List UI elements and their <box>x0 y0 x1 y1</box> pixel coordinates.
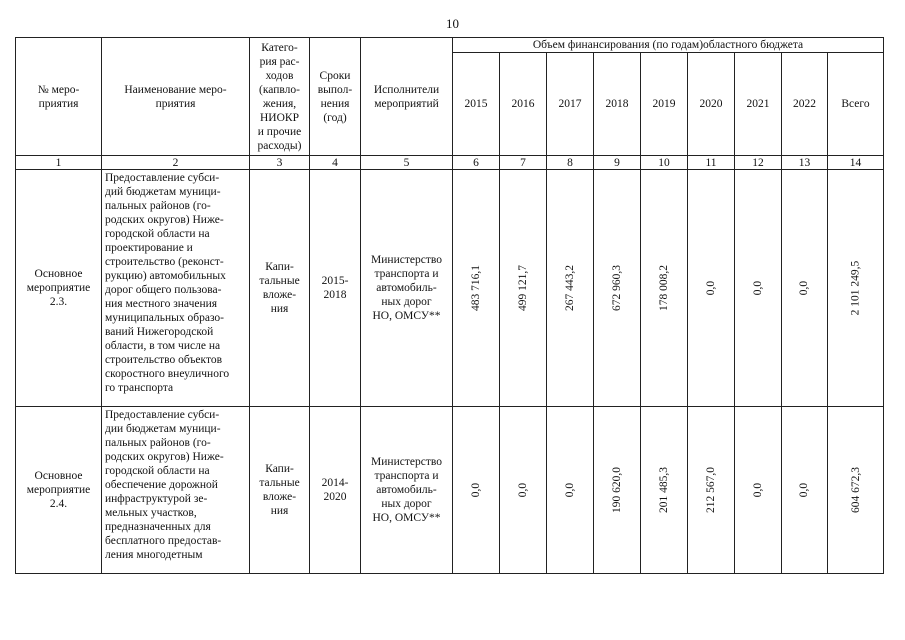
value-cell <box>547 170 594 407</box>
table-row <box>16 170 884 407</box>
value-cell <box>641 407 688 574</box>
column-number: 9 <box>594 156 641 170</box>
column-number: 2 <box>102 156 250 170</box>
value-2019: 201 485,3 <box>658 467 670 513</box>
value-cell <box>500 170 547 407</box>
row-name: Предоставление субси- дий бюджетам муници- пальных районов (го- родских округов) Ниже- городской области на проектирование и строительство (реконст- рукцию) автомобильных дорог общего пользова- ния местного значения муниципальных образо- ваний Нижегородской области, в том числе на строительство объектов скоростного внеуличного го транспорта <box>102 170 250 407</box>
value-cell <box>828 407 884 574</box>
column-number: 14 <box>828 156 884 170</box>
value-total: 2 101 249,5 <box>849 260 862 316</box>
value-cell <box>453 407 500 574</box>
column-number: 12 <box>735 156 782 170</box>
column-number: 5 <box>361 156 453 170</box>
financing-table <box>15 37 884 574</box>
value-cell <box>688 170 735 407</box>
value-2019: 178 008,2 <box>658 265 670 311</box>
header-executors: Исполнители мероприятий <box>361 38 453 156</box>
row-terms: 2015- 2018 <box>310 170 361 407</box>
value-2022: 0,0 <box>798 482 811 498</box>
row-executors: Министерство транспорта и автомобиль- ных дорог НО, ОМСУ** <box>361 170 453 407</box>
row-executors: Министерство транспорта и автомобиль- ных дорог НО, ОМСУ** <box>361 407 453 574</box>
header-name: Наименование меро- приятия <box>102 38 250 156</box>
value-cell <box>782 407 828 574</box>
header-total: Всего <box>828 53 884 156</box>
header-financing: Объем финансирования (по годам)областного бюджета <box>453 38 884 53</box>
value-2018: 672 960,3 <box>611 265 623 311</box>
value-cell <box>594 170 641 407</box>
header-category: Катего- рия рас- ходов (капвло- жения, НИОКР и прочие расходы) <box>250 38 310 156</box>
row-num: Основное мероприятие 2.4. <box>16 407 102 574</box>
value-2021: 0,0 <box>752 482 764 498</box>
row-name: Предоставление субси- дии бюджетам муници- пальных районов (го- родских округов) Ниже- городской области на обеспечение дорожной инфраструктурой зе- мельных участков, предназначенных для бесплатного предостав- ления многодетным <box>102 407 250 574</box>
value-2016: 499 121,7 <box>517 265 529 311</box>
value-2015: 0,0 <box>470 482 482 498</box>
column-number: 13 <box>782 156 828 170</box>
value-cell <box>594 407 641 574</box>
column-number: 6 <box>453 156 500 170</box>
value-cell <box>782 170 828 407</box>
value-cell <box>453 170 500 407</box>
value-2017: 0,0 <box>564 482 576 498</box>
value-2020: 212 567,0 <box>705 467 717 513</box>
header-terms: Сроки выпол- нения (год) <box>310 38 361 156</box>
table-row <box>16 407 884 574</box>
value-cell <box>641 170 688 407</box>
column-number: 3 <box>250 156 310 170</box>
value-cell <box>500 407 547 574</box>
header-year: 2022 <box>782 53 828 156</box>
column-number: 8 <box>547 156 594 170</box>
page-number: 10 <box>446 16 459 31</box>
row-category: Капи- тальные вложе- ния <box>250 170 310 407</box>
value-total: 604 672,3 <box>849 467 862 513</box>
column-number: 11 <box>688 156 735 170</box>
header-year: 2020 <box>688 53 735 156</box>
header-year: 2015 <box>453 53 500 156</box>
column-number: 7 <box>500 156 547 170</box>
header-year: 2016 <box>500 53 547 156</box>
column-number: 10 <box>641 156 688 170</box>
value-2015: 483 716,1 <box>470 265 482 311</box>
value-2017: 267 443,2 <box>564 265 576 311</box>
column-number: 1 <box>16 156 102 170</box>
row-terms: 2014- 2020 <box>310 407 361 574</box>
header-year: 2017 <box>547 53 594 156</box>
value-2020: 0,0 <box>705 280 717 296</box>
value-2022: 0,0 <box>798 280 811 296</box>
value-cell <box>828 170 884 407</box>
header-num: № меро- приятия <box>16 38 102 156</box>
value-cell <box>735 407 782 574</box>
row-category: Капи- тальные вложе- ния <box>250 407 310 574</box>
header-year: 2018 <box>594 53 641 156</box>
row-num: Основное мероприятие 2.3. <box>16 170 102 407</box>
header-year: 2019 <box>641 53 688 156</box>
value-cell <box>688 407 735 574</box>
value-2021: 0,0 <box>752 280 764 296</box>
value-2016: 0,0 <box>517 482 529 498</box>
header-year: 2021 <box>735 53 782 156</box>
column-number: 4 <box>310 156 361 170</box>
value-cell <box>547 407 594 574</box>
value-cell <box>735 170 782 407</box>
value-2018: 190 620,0 <box>611 467 623 513</box>
